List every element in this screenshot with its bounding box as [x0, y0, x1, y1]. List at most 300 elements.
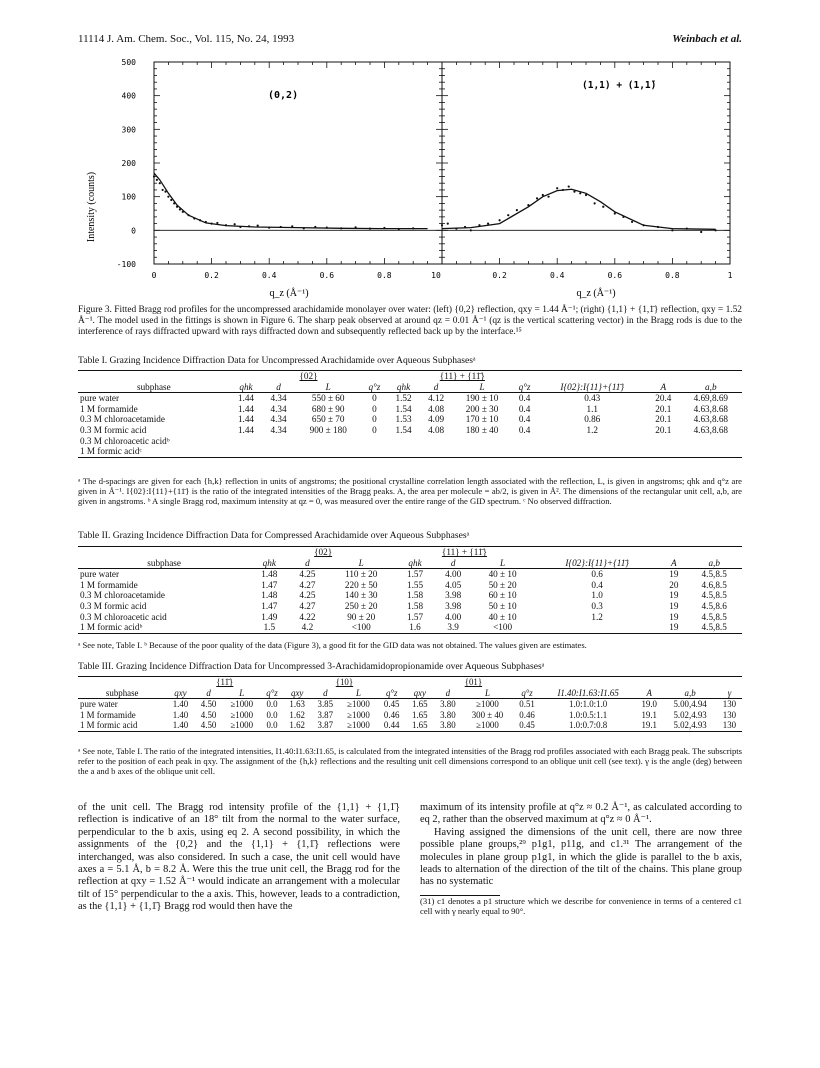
table-cell: 19 [669, 600, 679, 611]
table-cell: 4.09 [428, 414, 445, 425]
table-cell: 4.63,8.68 [693, 403, 729, 414]
table-cell: 4.34 [270, 393, 287, 404]
table-cell: 0.4 [518, 424, 531, 435]
table-cell: 0.51 [519, 699, 535, 710]
table-cell: 50 ± 20 [488, 579, 517, 590]
table-cell: 50 ± 10 [488, 600, 517, 611]
table-cell: 0.4 [518, 414, 531, 425]
column-header: subphase [78, 558, 250, 569]
table-cell [420, 446, 453, 457]
data-point [686, 228, 688, 230]
y-tick-label: 300 [121, 125, 136, 135]
table3-group-2: {10} [283, 677, 406, 688]
data-point [193, 217, 195, 219]
table-cell: 1.57 [406, 611, 424, 622]
table-cell: 19 [661, 622, 686, 633]
table-cell: ≥1000 [339, 720, 377, 731]
table-cell: pure water [80, 393, 120, 404]
data-point [176, 206, 178, 208]
table-cell: 1.47 [261, 579, 278, 590]
table-cell: 1.58 [406, 590, 424, 601]
table-row [78, 425, 742, 436]
x-tick-label: 10 [431, 271, 441, 280]
column-header: A [647, 382, 680, 393]
table-row [78, 414, 742, 425]
table-cell: 4.00 [445, 611, 462, 622]
table-cell: 0.3 M chloroacetamide [80, 414, 165, 425]
table-cell: 650 ± 70 [311, 414, 345, 425]
column-header: γ [717, 688, 742, 699]
x-axis-label-left: q_z (Å⁻¹) [269, 288, 309, 299]
column-header: A [661, 558, 686, 569]
table-cell: 0.45 [383, 699, 400, 710]
table-cell: 1.40 [166, 720, 194, 731]
column-header: q°z [378, 688, 406, 699]
table-cell: 19 [669, 611, 679, 622]
x-tick-label: 0.4 [261, 271, 277, 280]
table-cell: 1 M formamide [80, 579, 138, 590]
column-header: d [434, 558, 472, 569]
table-cell [537, 436, 647, 447]
table-cell: ≥1000 [230, 709, 254, 720]
table-cell: 4.50 [200, 699, 217, 710]
column-header: d [434, 688, 462, 699]
table-row [78, 601, 742, 612]
table-cell: 3.98 [445, 590, 462, 601]
table-cell: 0.44 [378, 720, 406, 731]
table1 [78, 370, 742, 458]
table-cell: 4.50 [200, 709, 217, 720]
fit-curve [154, 173, 428, 229]
data-point [671, 229, 673, 231]
column-header: d [311, 688, 339, 699]
table-cell: 190 ± 10 [465, 393, 499, 404]
column-header: d [420, 382, 453, 393]
figure-3 [70, 52, 750, 300]
table-cell: 1.52 [395, 393, 412, 404]
table-cell: 1.65 [406, 720, 434, 731]
data-point [487, 223, 489, 225]
table-cell: 180 ± 40 [465, 424, 499, 435]
data-point [412, 227, 414, 229]
table-row [78, 436, 742, 447]
table-row [78, 569, 742, 580]
table-cell: 1.2 [591, 611, 603, 622]
table-cell: 1 M formic acidᶜ [78, 446, 230, 457]
column-header: qxy [283, 688, 311, 699]
table-cell: ≥1000 [462, 720, 513, 731]
table-cell: 5.02,4.93 [673, 709, 707, 720]
table-cell [452, 436, 511, 447]
data-point [268, 227, 270, 229]
data-point [643, 224, 645, 226]
data-point [657, 226, 659, 228]
table-cell: 1.54 [395, 424, 412, 435]
table-cell [537, 446, 647, 457]
table3-group-1: {11̄} [166, 677, 283, 688]
y-tick-label: -100 [116, 260, 136, 269]
data-point [156, 179, 158, 181]
body-left-column [78, 802, 400, 914]
table-cell: 4.27 [299, 600, 316, 611]
y-tick-label: 400 [121, 91, 136, 101]
table-cell: 1.58 [406, 600, 424, 611]
table-cell: ≥1000 [476, 699, 499, 710]
journal-citation: 11114 J. Am. Chem. Soc., Vol. 115, No. 24, 1993 [78, 33, 295, 45]
table-cell: 4.08 [428, 403, 445, 414]
data-point [441, 224, 443, 226]
data-point [225, 224, 227, 226]
table-cell [512, 446, 538, 457]
table-cell: 1.49 [261, 611, 278, 622]
data-point [516, 209, 518, 211]
table-row [78, 580, 742, 591]
data-point [602, 206, 604, 208]
table-cell: 3.85 [317, 699, 334, 710]
table-cell: 110 ± 20 [345, 569, 378, 580]
table-cell: ≥1000 [223, 720, 261, 731]
data-point [631, 221, 633, 223]
table-cell: 4.08 [428, 424, 445, 435]
data-point [182, 211, 184, 213]
data-point [164, 191, 166, 193]
table-cell: 1 M formic acidᵇ [78, 622, 250, 633]
table-cell: 4.12 [428, 393, 445, 404]
table2 [78, 546, 742, 634]
y-tick-label: 100 [121, 192, 136, 202]
table-cell: 1.1 [586, 403, 598, 414]
table-cell: 40 ± 10 [488, 611, 517, 622]
table-cell: 1 M formamide [80, 403, 138, 414]
column-header: qxy [166, 688, 194, 699]
table-cell: ≥1000 [347, 709, 370, 720]
table-cell: 20.1 [655, 424, 672, 435]
data-point [447, 223, 449, 225]
table-cell: <100 [326, 622, 396, 633]
table-cell: ≥1000 [347, 699, 370, 710]
column-header: q°z [261, 688, 283, 699]
table-cell: 4.2 [288, 622, 326, 633]
table-cell: 4.00 [445, 569, 462, 580]
data-point [464, 226, 466, 228]
authors: Weinbach et al. [672, 33, 742, 45]
table-cell [262, 446, 295, 457]
data-point [700, 231, 702, 233]
table-cell: 90 ± 20 [347, 611, 376, 622]
data-point [594, 202, 596, 204]
table-cell: 40 ± 10 [488, 569, 517, 580]
table-cell: 1.2 [586, 424, 598, 435]
data-point [257, 225, 259, 227]
table-cell: 60 ± 10 [488, 590, 517, 601]
data-point [536, 197, 538, 199]
data-point [470, 229, 472, 231]
column-header: I1.40:I1.63:I1.65 [541, 688, 635, 699]
table-cell: 4.22 [299, 611, 316, 622]
table-cell [647, 436, 680, 447]
column-header: a,b [663, 688, 717, 699]
table-cell: 130 [722, 709, 737, 720]
table-cell: 4.25 [299, 569, 316, 580]
table-cell: 19.1 [641, 709, 657, 720]
table-cell: 1.0:1.0:1.0 [569, 699, 608, 710]
table-cell: 0.3 M formic acid [80, 600, 147, 611]
x-tick-label: 1 [727, 271, 733, 280]
data-point [556, 187, 558, 189]
table-cell: 0.0 [266, 699, 278, 710]
table3 [78, 676, 742, 732]
table-cell: 4.63,8.68 [693, 424, 729, 435]
table-cell: 1.44 [237, 424, 255, 435]
plot-frame [442, 62, 730, 264]
table-cell: 680 ± 90 [311, 403, 345, 414]
data-point [205, 221, 207, 223]
table-cell [452, 446, 511, 457]
table-row [78, 590, 742, 601]
data-point [622, 216, 624, 218]
table-cell: 19 [669, 590, 679, 601]
table-cell: 0.4 [518, 393, 531, 404]
table-row [78, 710, 742, 721]
table-cell: 1.62 [289, 709, 305, 720]
table-cell [680, 436, 742, 447]
column-header: L [472, 558, 533, 569]
data-point [568, 185, 570, 187]
table-cell: 3.87 [311, 720, 339, 731]
table-cell: 1.55 [406, 579, 424, 590]
table-cell [362, 446, 388, 457]
table-cell: 0 [372, 403, 377, 414]
table-cell: 1.48 [261, 590, 278, 601]
fit-curve [442, 189, 716, 229]
table-cell: 1.6 [396, 622, 434, 633]
table-cell [262, 436, 295, 447]
table-cell: 250 ± 20 [344, 600, 378, 611]
table-cell: 5.02,4.93 [663, 720, 717, 731]
data-point [170, 199, 172, 201]
table-cell: 1.48 [261, 569, 278, 580]
table-cell: 0.0 [266, 709, 278, 720]
data-point [715, 229, 717, 231]
data-point [248, 225, 250, 227]
column-header: d [195, 688, 223, 699]
table-cell: 4.05 [445, 579, 462, 590]
column-header: qhk [387, 382, 420, 393]
table-cell: 4.5,8.5 [701, 569, 727, 580]
table-cell: 1.40 [172, 699, 189, 710]
data-point [211, 223, 213, 225]
table-cell: 20.4 [655, 393, 672, 404]
data-point [499, 219, 501, 221]
column-header: q°z [362, 382, 388, 393]
body-paragraph: of the unit cell. The Bragg rod intensity profile of the {1,1} + {1,1̄} reflection is indicative of an 18° tilt from the normal to the water surface, perpendicular to the b axis, using eq 2. A second possibility, in which the assignments of the {0,2} and the {1,1} + {1,1̄} reflections were interchanged, was also considered. In such a case, the unit cell would have axes a = 5.1 Å, b = 8.2 Å. Were this the true unit cell, the Bragg rod for the reflection at qxy = 1.52 Å⁻¹ would indicate an arrangement with a molecular tilt of 15° perpendicular to the a axis. This, however, leads to a contradiction, as the {1,1} + {1,1̄} Bragg rod would then have the [78, 802, 400, 913]
table-cell: 4.34 [270, 414, 287, 425]
table-cell: 0.46 [383, 709, 400, 720]
table-cell: 0 [372, 424, 377, 435]
table-cell [230, 446, 263, 457]
table-cell: 1.5 [250, 622, 288, 633]
data-point [326, 227, 328, 229]
x-tick-label: 0.2 [492, 271, 507, 280]
table-row [78, 446, 742, 457]
data-point [234, 223, 236, 225]
x-tick-label: 0.6 [607, 271, 623, 280]
data-point [153, 175, 155, 177]
data-point [216, 222, 218, 224]
table-cell: 1.44 [237, 393, 255, 404]
table-cell: 0.6 [591, 569, 603, 580]
data-point [173, 202, 175, 204]
table-cell: 300 ± 40 [471, 709, 504, 720]
table-cell: 1.0:0.5:1.1 [569, 709, 608, 720]
table-cell: 3.80 [440, 709, 456, 720]
table2-group-02: {02} [250, 547, 396, 558]
table-cell [420, 436, 453, 447]
table-row [78, 699, 742, 710]
table-cell: 1.44 [237, 414, 255, 425]
column-header: qxy [406, 688, 434, 699]
data-point [383, 227, 385, 229]
table1-group-02: {02} [230, 371, 388, 382]
table2-group-11: {11} + {11̄} [396, 547, 533, 558]
table-cell: 4.25 [299, 590, 316, 601]
table-cell: 1 M formic acid [78, 720, 166, 731]
column-header: q°z [512, 382, 538, 393]
table-cell: 4.27 [299, 579, 316, 590]
column-header: a,b [686, 558, 742, 569]
table-cell: 0.43 [584, 393, 601, 404]
data-point [585, 194, 587, 196]
table-cell: 1.53 [395, 414, 412, 425]
body-paragraph: Having assigned the dimensions of the unit cell, there are now three possible plane groups,²⁹ p1g1, p11g, and c1.³¹ The arrangement of the molecules in plane group p1g1, in which the glide is parallel to the b axis, leads to alternation of the direction of the tilt of the chains. This plane group has no systematic [420, 826, 742, 888]
data-point [369, 228, 371, 230]
table-cell: 0.4 [518, 403, 531, 414]
table-row [78, 404, 742, 415]
table-cell: 1.63 [289, 699, 305, 710]
x-tick-label: 0.2 [204, 271, 219, 280]
table-cell [647, 446, 680, 457]
table-cell: 900 ± 180 [309, 424, 347, 435]
column-header: I{02}:I{11}+{11̄} [533, 558, 661, 569]
table-cell: 20.1 [655, 414, 672, 425]
table-cell: 1.54 [395, 403, 412, 414]
data-point [579, 192, 581, 194]
data-point [547, 196, 549, 198]
column-header: qhk [230, 382, 263, 393]
data-point [314, 226, 316, 228]
column-header: A [635, 688, 663, 699]
x-tick-label: 0.8 [377, 271, 392, 280]
table-cell: 4.5,8.5 [701, 611, 727, 622]
table-cell: 170 ± 10 [465, 414, 499, 425]
table-cell: 0.3 M chloroacetic acid [80, 611, 167, 622]
data-point [162, 189, 164, 191]
data-point [455, 228, 457, 230]
table-cell: 4.34 [270, 403, 287, 414]
column-header: qhk [250, 558, 288, 569]
data-point [199, 219, 201, 221]
data-point [614, 212, 616, 214]
table-cell: 20 [669, 579, 679, 590]
table-cell: 0 [372, 414, 377, 425]
table-cell [512, 436, 538, 447]
table2-note: ᵃ See note, Table I. ᵇ Because of the poor quality of the data (Figure 3), a good fit for the GID data was not obtained. The values given are estimates. [78, 640, 587, 650]
data-point [239, 226, 241, 228]
table-cell: 1.62 [283, 720, 311, 731]
table-cell: 1.65 [412, 699, 428, 710]
x-tick-label: 0 [151, 271, 157, 280]
data-point [167, 196, 169, 198]
table-cell [362, 436, 388, 447]
column-header: L [339, 688, 377, 699]
table-cell: 0.0 [261, 720, 283, 731]
table3-note: ᵃ See note, Table I. The ratio of the integrated intensities, I1.40:I1.63:I1.65, is calculated from the integrated intensities of the Bragg rod profiles associated with each Bragg peak. The subscripts refer to the position of each peak in qxy. The assignment of the {h,k} reflections and the resulting unit cell dimensions correspond to an oblique unit cell (see text). γ is the angle (deg) between the a and b axes of the oblique unit cell. [78, 746, 742, 777]
table-cell: pure water [80, 569, 120, 580]
table3-title: Table III. Grazing Incidence Diffraction Data for Uncompressed 3-Arachidamidopropionamide over Aqueous Subphasesᵃ [78, 661, 545, 672]
data-point [542, 194, 544, 196]
table-cell: 3.9 [434, 622, 472, 633]
table-cell: pure water [80, 699, 118, 710]
data-point [187, 214, 189, 216]
table-cell: 4.5,8.6 [701, 600, 727, 611]
table-cell: 3.98 [445, 600, 462, 611]
table-cell: 0.46 [519, 709, 535, 720]
table-cell: 3.80 [440, 699, 456, 710]
table-cell: 4.34 [270, 424, 287, 435]
table-cell: 550 ± 60 [311, 393, 345, 404]
column-header: d [288, 558, 326, 569]
footnote-31: (31) c1 denotes a p1 structure which we describe for convenience in terms of a centered c1 cell with γ nearly equal to 90°. [420, 895, 742, 916]
data-point [340, 227, 342, 229]
column-header: qhk [396, 558, 434, 569]
column-header: L [223, 688, 261, 699]
table-cell: 0.4 [591, 579, 603, 590]
table-cell: 1.40 [172, 709, 189, 720]
data-point [478, 224, 480, 226]
data-point [398, 228, 400, 230]
table-cell: 200 ± 30 [465, 403, 499, 414]
table-cell [295, 436, 362, 447]
table-row [78, 612, 742, 623]
table-cell [387, 436, 420, 447]
table-cell: 4.50 [195, 720, 223, 731]
x-tick-label: 0.4 [549, 271, 565, 280]
data-point [179, 208, 181, 210]
table-cell: 1.0 [591, 590, 603, 601]
table-cell: 3.80 [434, 720, 462, 731]
table1-group-11: {11} + {11̄} [387, 371, 537, 382]
column-header: subphase [78, 688, 166, 699]
table-cell: 1.65 [412, 709, 428, 720]
x-tick-label: 0.8 [665, 271, 680, 280]
panel-label-right: (1,1) + (1,1̄) [582, 80, 657, 91]
table-cell: 130 [722, 699, 737, 710]
table-cell: 0.3 M chloroacetamide [80, 590, 165, 601]
table-cell: <100 [472, 622, 533, 633]
table-cell: 20.1 [655, 403, 672, 414]
table-cell: 1.44 [237, 403, 255, 414]
data-point [159, 182, 161, 184]
table-row [78, 622, 742, 633]
page-header [78, 33, 742, 47]
table-cell: ≥1000 [230, 699, 254, 710]
table-cell: 0.45 [513, 720, 541, 731]
x-axis-label-right: q_z (Å⁻¹) [576, 288, 616, 299]
table-row [78, 393, 742, 404]
table-cell: 5.00,4.94 [673, 699, 707, 710]
table-row [78, 720, 742, 731]
table2-title: Table II. Grazing Incidence Diffraction Data for Compressed Arachidamide over Aqueous Subphasesᵃ [78, 530, 470, 541]
